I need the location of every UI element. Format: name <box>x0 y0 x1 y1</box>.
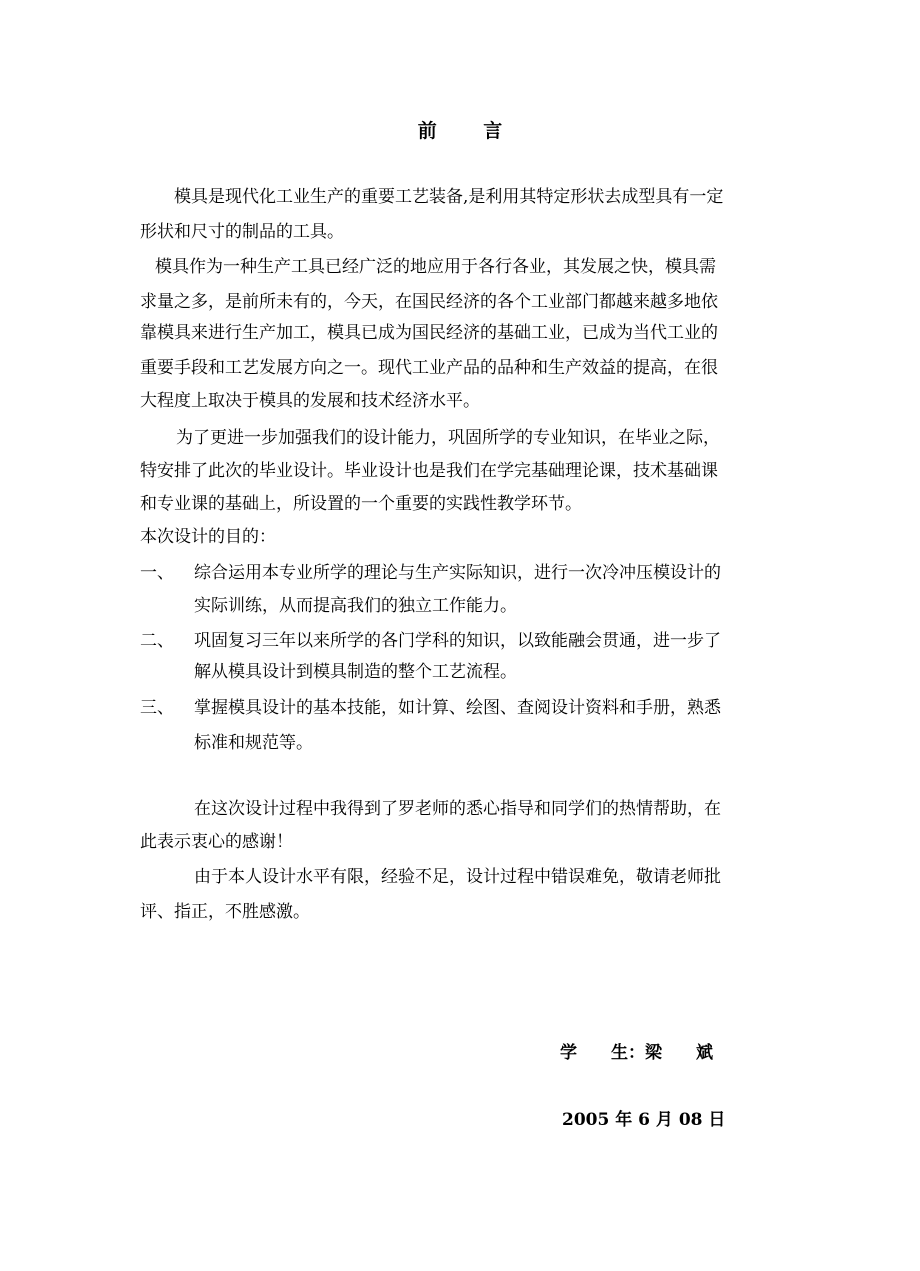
list-item-number: 三、 <box>140 698 174 718</box>
thanks-line-1: 在这次设计过程中我得到了罗老师的悉心指导和同学们的热情帮助，在 <box>194 799 721 819</box>
list-item-line: 解从模具设计到模具制造的整个工艺流程。 <box>194 662 517 682</box>
para1-line-1: 模具是现代化工业生产的重要工艺装备,是利用其特定形状去成型具有一定 <box>174 187 724 207</box>
signature-date: 2005 年 6 月 08 日 <box>562 1110 726 1130</box>
purpose-heading: 本次设计的目的： <box>140 527 276 547</box>
para1-line-2: 形状和尺寸的制品的工具。 <box>140 222 344 242</box>
list-item-line: 综合运用本专业所学的理论与生产实际知识，进行一次冷冲压模设计的 <box>194 563 721 583</box>
para2-line-5: 大程度上取决于模具的发展和技术经济水平。 <box>140 391 480 411</box>
list-item-number: 一、 <box>140 563 174 583</box>
page-title: 前 言 <box>417 120 523 142</box>
list-item-line: 实际训练，从而提高我们的独立工作能力。 <box>194 596 517 616</box>
list-item-line: 标准和规范等。 <box>194 733 313 753</box>
para2-line-4: 重要手段和工艺发展方向之一。现代工业产品的品种和生产效益的提高，在很 <box>140 358 718 378</box>
list-item-number: 二、 <box>140 631 174 651</box>
thanks-line-2: 此表示衷心的感谢！ <box>140 832 293 852</box>
para2-line-1: 模具作为一种生产工具已经广泛的地应用于各行各业，其发展之快，模具需 <box>155 257 716 277</box>
closing-line-2: 评、指正，不胜感激。 <box>140 902 310 922</box>
para2-line-2: 求量之多，是前所未有的，今天，在国民经济的各个工业部门都越来越多地依 <box>140 292 718 312</box>
signature-label: 学 生： <box>560 1043 645 1063</box>
list-item-line: 巩固复习三年以来所学的各门学科的知识，以致能融会贯通，进一步了 <box>194 631 721 651</box>
signature-line <box>560 1038 713 1063</box>
closing-line-1: 由于本人设计水平有限，经验不足，设计过程中错误难免，敬请老师批 <box>194 867 721 887</box>
signature-name: 梁 斌 <box>645 1043 713 1063</box>
para3-line-1: 为了更进一步加强我们的设计能力，巩固所学的专业知识，在毕业之际， <box>176 428 720 448</box>
para3-line-2: 特安排了此次的毕业设计。毕业设计也是我们在学完基础理论课，技术基础课 <box>140 461 718 481</box>
para3-line-3: 和专业课的基础上，所设置的一个重要的实践性教学环节。 <box>140 494 582 514</box>
list-item-line: 掌握模具设计的基本技能，如计算、绘图、查阅设计资料和手册，熟悉 <box>194 698 721 718</box>
para2-line-3: 靠模具来进行生产加工，模具已成为国民经济的基础工业，已成为当代工业的 <box>140 323 718 343</box>
